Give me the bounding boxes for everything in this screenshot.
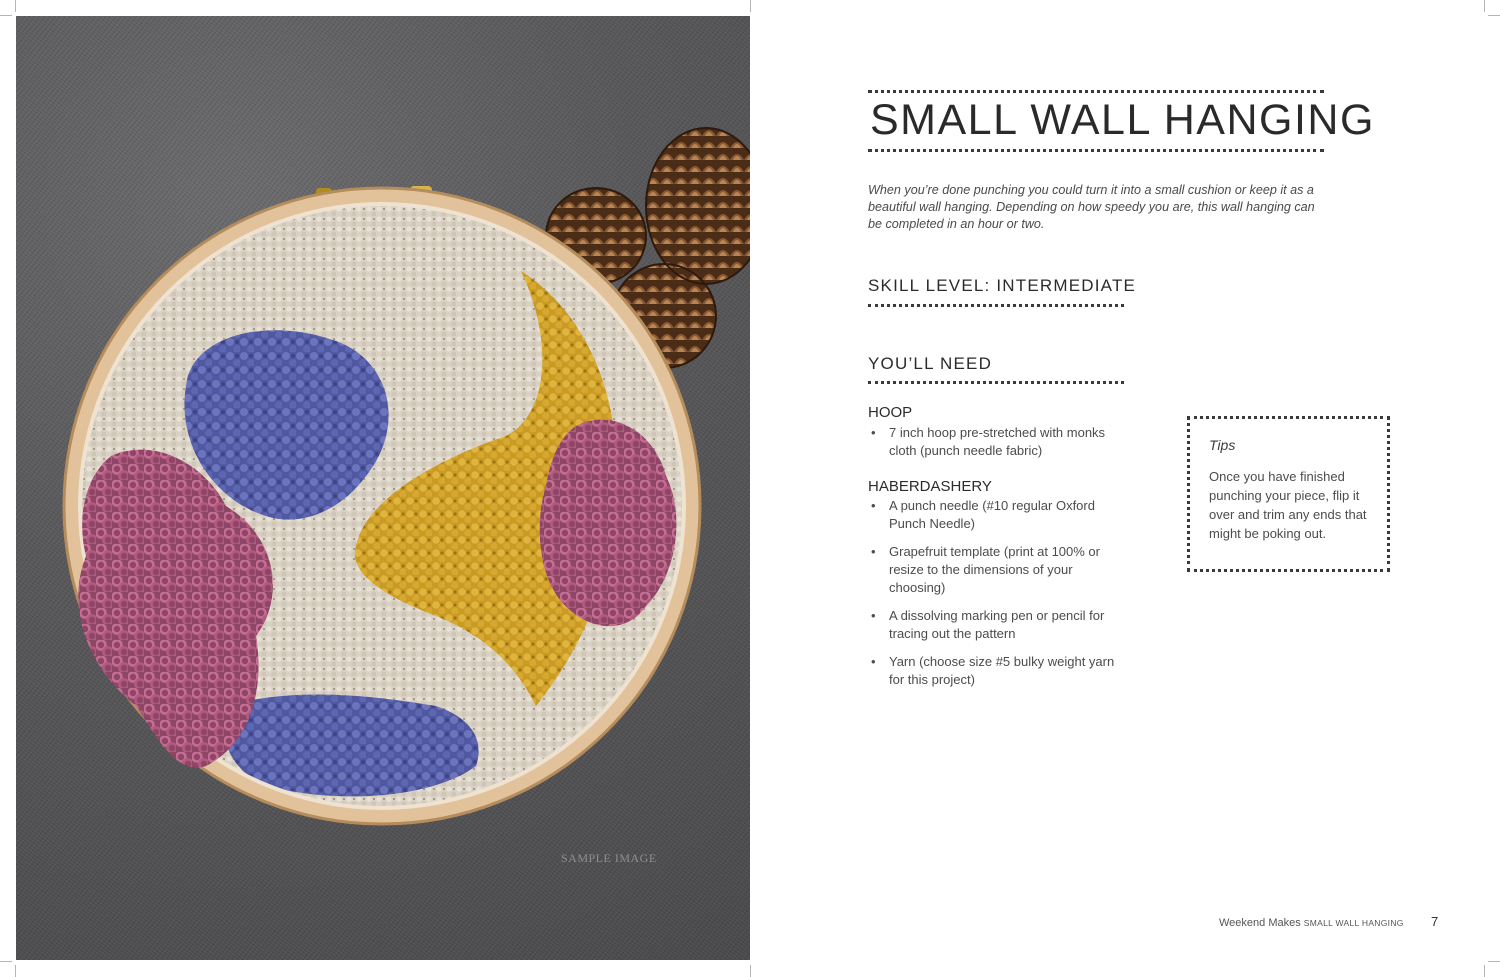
crop-mark <box>1484 0 1485 12</box>
tips-title: Tips <box>1209 437 1236 453</box>
crop-mark <box>750 0 751 12</box>
skill-level-heading: SKILL LEVEL: INTERMEDIATE <box>868 276 1137 295</box>
watermark: SAMPLE IMAGE <box>561 851 657 865</box>
embroidery-hoop-illustration <box>16 16 750 960</box>
crop-mark <box>1484 965 1485 977</box>
title-rule-top <box>868 90 1324 93</box>
crop-mark <box>1488 15 1500 16</box>
list-item: • Grapefruit template (print at 100% or resize to the dimensions of your choosing) <box>868 543 1128 597</box>
youll-need-heading: YOU’LL NEED <box>868 354 993 373</box>
crop-mark <box>0 961 12 962</box>
page-number: 7 <box>1431 914 1439 929</box>
intro-text: When you’re done punching you could turn it into a small cushion or keep it as a beautiful wall hanging. Depending on how speedy you are, this wall hanging can be completed in an hour or two. <box>868 183 1315 231</box>
skill-level-rule <box>868 304 1124 307</box>
crop-mark <box>15 0 16 12</box>
tips-box <box>1187 416 1390 572</box>
list-item: • Yarn (choose size #5 bulky weight yarn for this project) <box>868 653 1128 689</box>
tips-text: Once you have finished punching your piece, flip it over and trim any ends that might be poking out. <box>1209 469 1367 541</box>
project-photo <box>16 16 750 960</box>
hoop-list <box>868 424 1128 470</box>
haberdashery-list <box>868 497 1128 699</box>
crop-mark <box>750 965 751 977</box>
list-item: • A punch needle (#10 regular Oxford Punch Needle) <box>868 497 1128 533</box>
crop-mark <box>0 15 12 16</box>
footer-chapter-title: SMALL WALL HANGING <box>1303 918 1404 928</box>
section-heading-haberdashery: HABERDASHERY <box>868 478 992 495</box>
crop-mark <box>15 965 16 977</box>
section-heading-hoop: HOOP <box>868 404 913 421</box>
list-item: • A dissolving marking pen or pencil for tracing out the pattern <box>868 607 1128 643</box>
list-item: • 7 inch hoop pre-stretched with monks cloth (punch needle fabric) <box>868 424 1128 460</box>
crop-mark <box>1488 961 1500 962</box>
youll-need-rule <box>868 381 1124 384</box>
page-title: SMALL WALL HANGING <box>870 96 1375 144</box>
title-rule-bottom <box>868 149 1324 152</box>
footer-book-title: Weekend Makes <box>1219 917 1301 929</box>
running-footer <box>1219 917 1404 929</box>
